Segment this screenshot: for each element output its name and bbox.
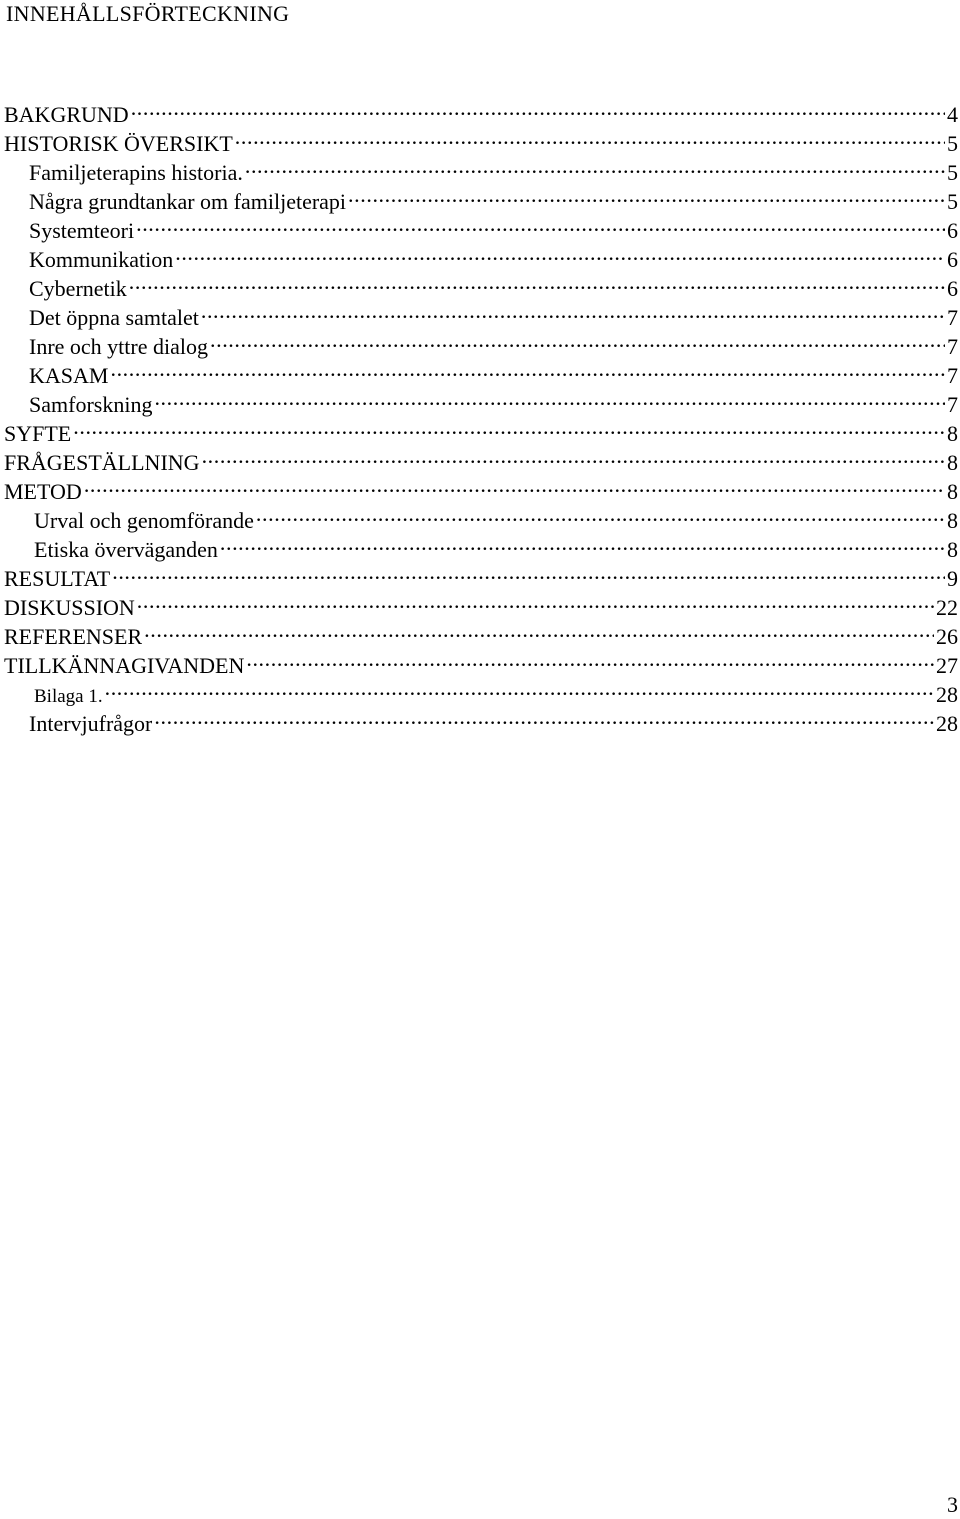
toc-entry-page: 5 bbox=[947, 160, 958, 185]
toc-entry-title: Bilaga 1. bbox=[34, 686, 103, 707]
toc-entry[interactable] bbox=[0, 499, 960, 533]
toc-entry-title: REFERENSER bbox=[4, 624, 143, 649]
toc-entry-page: 8 bbox=[947, 421, 958, 446]
toc-entry-title: DISKUSSION bbox=[4, 595, 135, 620]
toc-entry-page: 4 bbox=[947, 102, 958, 127]
toc-entry-title: Det öppna samtalet bbox=[29, 305, 199, 330]
toc-entry-title: RESULTAT bbox=[4, 566, 111, 591]
dot-leader bbox=[245, 151, 945, 180]
toc-entry[interactable] bbox=[0, 354, 960, 388]
toc-entry[interactable] bbox=[0, 644, 960, 678]
toc-entry-page: 5 bbox=[947, 131, 958, 156]
toc-entry-page: 6 bbox=[947, 218, 958, 243]
toc-entry[interactable] bbox=[0, 412, 960, 446]
toc-entry-title: METOD bbox=[4, 479, 82, 504]
toc-entry-page: 28 bbox=[936, 682, 958, 707]
toc-entry-title: Urval och genomförande bbox=[34, 508, 254, 533]
toc-entry-title: Några grundtankar om familjeterapi bbox=[29, 189, 347, 214]
dot-leader bbox=[136, 209, 945, 238]
toc-entry-page: 5 bbox=[947, 189, 958, 214]
toc-entry-title: TILLKÄNNAGIVANDEN bbox=[4, 653, 245, 678]
dot-leader bbox=[129, 267, 945, 296]
dot-leader bbox=[348, 180, 945, 209]
toc-entry-title: KASAM bbox=[29, 363, 109, 388]
toc-entry-page: 6 bbox=[947, 276, 958, 301]
toc-entry-page: 8 bbox=[947, 508, 958, 533]
toc-entry-page: 9 bbox=[947, 566, 958, 591]
dot-leader bbox=[84, 470, 945, 499]
toc-entry[interactable] bbox=[0, 441, 960, 475]
toc-entry-title: Familjeterapins historia. bbox=[29, 160, 243, 185]
dot-leader bbox=[73, 412, 945, 441]
dot-leader bbox=[175, 238, 945, 267]
toc-heading: INNEHÅLLSFÖRTECKNING bbox=[6, 1, 290, 26]
toc-entry-page: 26 bbox=[936, 624, 958, 649]
toc-entry-page: 8 bbox=[947, 450, 958, 475]
toc-entry-page: 7 bbox=[947, 363, 958, 388]
page-number: 3 bbox=[947, 1492, 958, 1517]
toc-entry-page: 7 bbox=[947, 305, 958, 330]
toc-entry[interactable] bbox=[0, 470, 960, 504]
dot-leader bbox=[137, 586, 934, 615]
toc-entry[interactable] bbox=[0, 267, 960, 301]
toc-entry-page: 22 bbox=[936, 595, 958, 620]
toc-entry[interactable] bbox=[0, 296, 960, 330]
toc-entry-page: 8 bbox=[947, 537, 958, 562]
dot-leader bbox=[235, 122, 945, 151]
toc-entry-title: Inre och yttre dialog bbox=[29, 334, 208, 359]
dot-leader bbox=[105, 673, 934, 702]
toc-entry-page: 28 bbox=[936, 711, 958, 736]
dot-leader bbox=[154, 702, 934, 731]
toc-entry[interactable] bbox=[0, 586, 960, 620]
toc-entry-page: 7 bbox=[947, 334, 958, 359]
dot-leader bbox=[210, 325, 945, 354]
dot-leader bbox=[144, 615, 934, 644]
toc-entry-page: 8 bbox=[947, 479, 958, 504]
toc-list bbox=[0, 93, 960, 736]
toc-entry-title: HISTORISK ÖVERSIKT bbox=[4, 131, 233, 156]
toc-entry-title: FRÅGESTÄLLNING bbox=[4, 450, 200, 475]
toc-entry[interactable] bbox=[0, 673, 960, 707]
toc-entry-title: Intervjufrågor bbox=[29, 711, 153, 736]
toc-entry[interactable] bbox=[0, 702, 960, 736]
dot-leader bbox=[256, 499, 945, 528]
toc-entry-title: SYFTE bbox=[4, 421, 72, 446]
toc-entry[interactable] bbox=[0, 383, 960, 417]
dot-leader bbox=[131, 93, 945, 122]
dot-leader bbox=[110, 354, 945, 383]
toc-entry-title: Cybernetik bbox=[29, 276, 127, 301]
toc-entry[interactable] bbox=[0, 615, 960, 649]
toc-entry[interactable] bbox=[0, 238, 960, 272]
toc-entry-title: Systemteori bbox=[29, 218, 135, 243]
dot-leader bbox=[202, 441, 945, 470]
toc-entry[interactable] bbox=[0, 557, 960, 591]
toc-entry[interactable] bbox=[0, 122, 960, 156]
toc-entry-page: 7 bbox=[947, 392, 958, 417]
dot-leader bbox=[154, 383, 945, 412]
toc-entry-title: BAKGRUND bbox=[4, 102, 129, 127]
toc-entry-page: 6 bbox=[947, 247, 958, 272]
dot-leader bbox=[246, 644, 934, 673]
toc-entry-page: 27 bbox=[936, 653, 958, 678]
dot-leader bbox=[220, 528, 945, 557]
toc-entry[interactable] bbox=[0, 93, 960, 127]
toc-entry[interactable] bbox=[0, 209, 960, 243]
dot-leader bbox=[112, 557, 945, 586]
toc-entry-title: Samforskning bbox=[29, 392, 153, 417]
toc-entry-title: Etiska överväganden bbox=[34, 537, 218, 562]
dot-leader bbox=[201, 296, 945, 325]
toc-entry-title: Kommunikation bbox=[29, 247, 174, 272]
